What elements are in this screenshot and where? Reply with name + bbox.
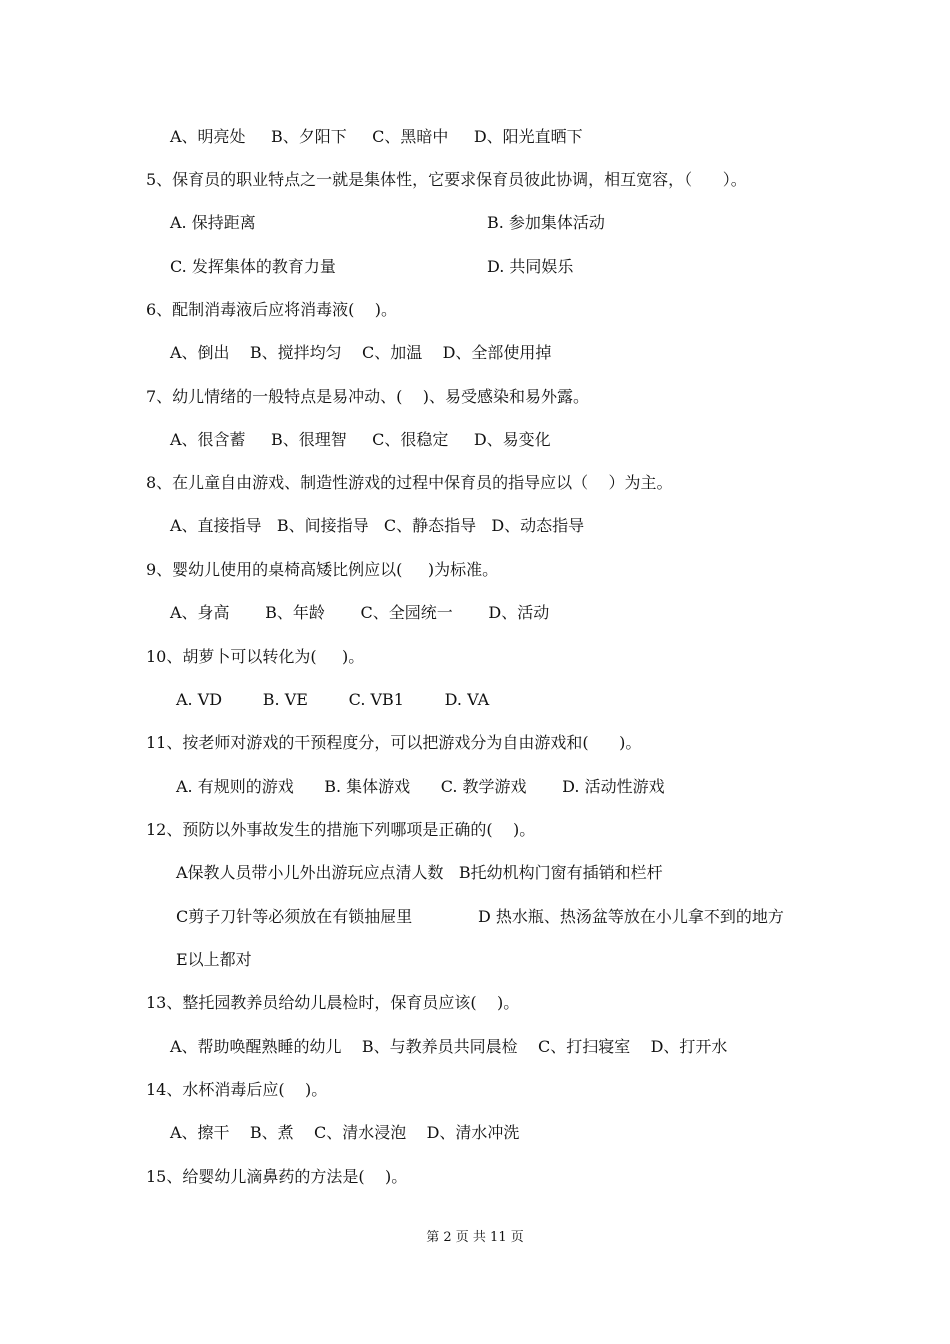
q8-options: A、直接指导 B、间接指导 C、静态指导 D、动态指导 xyxy=(170,516,585,535)
q6-stem: 6、配制消毒液后应将消毒液( )。 xyxy=(146,300,398,319)
q13-options: A、帮助唤醒熟睡的幼儿 B、与教养员共同晨检 C、打扫寝室 D、打开水 xyxy=(170,1037,728,1056)
q5-stem: 5、保育员的职业特点之一就是集体性，它要求保育员彼此协调，相互宽容，（ ）。 xyxy=(146,170,747,189)
q10-stem: 10、胡萝卜可以转化为( )。 xyxy=(146,647,365,666)
q14-stem: 14、水杯消毒后应( )。 xyxy=(146,1080,328,1099)
q4-options: A、明亮处 B、夕阳下 C、黑暗中 D、阳光直晒下 xyxy=(170,127,583,146)
q5-option-a: A. 保持距离 xyxy=(170,213,256,232)
q12-option-d: D 热水瓶、热汤盆等放在小儿拿不到的地方 xyxy=(478,907,784,926)
q8-stem: 8、在儿童自由游戏、制造性游戏的过程中保育员的指导应以（ ）为主。 xyxy=(146,473,673,492)
q15-stem: 15、给婴幼儿滴鼻药的方法是( )。 xyxy=(146,1167,408,1186)
q12-options-ab: A保教人员带小儿外出游玩应点清人数 B托幼机构门窗有插销和栏杆 xyxy=(176,863,663,882)
q7-options: A、很含蓄 B、很理智 C、很稳定 D、易变化 xyxy=(170,430,551,449)
q10-options: A. VD B. VE C. VB1 D. VA xyxy=(176,690,490,709)
q11-options: A. 有规则的游戏 B. 集体游戏 C. 教学游戏 D. 活动性游戏 xyxy=(176,777,665,796)
q5-option-b: B. 参加集体活动 xyxy=(487,213,605,232)
q9-options: A、身高 B、年龄 C、全园统一 D、活动 xyxy=(170,603,550,622)
q12-option-e: E以上都对 xyxy=(176,950,252,969)
q12-stem: 12、预防以外事故发生的措施下列哪项是正确的( )。 xyxy=(146,820,536,839)
q5-option-c: C. 发挥集体的教育力量 xyxy=(170,257,336,276)
q6-options: A、倒出 B、搅拌均匀 C、加温 D、全部使用掉 xyxy=(170,343,552,362)
q5-option-d: D. 共同娱乐 xyxy=(487,257,574,276)
q13-stem: 13、整托园教养员给幼儿晨检时，保育员应该( )。 xyxy=(146,993,520,1012)
q9-stem: 9、婴幼儿使用的桌椅高矮比例应以( )为标准。 xyxy=(146,560,499,579)
q11-stem: 11、按老师对游戏的干预程度分，可以把游戏分为自由游戏和( )。 xyxy=(146,733,642,752)
q12-option-c: C剪子刀针等必须放在有锁抽屉里 xyxy=(176,907,413,926)
page-number-footer: 第 2 页 共 11 页 xyxy=(426,1230,524,1245)
q14-options: A、擦干 B、煮 C、清水浸泡 D、清水冲洗 xyxy=(170,1123,520,1142)
q7-stem: 7、幼儿情绪的一般特点是易冲动、( )、易受感染和易外露。 xyxy=(146,387,590,406)
